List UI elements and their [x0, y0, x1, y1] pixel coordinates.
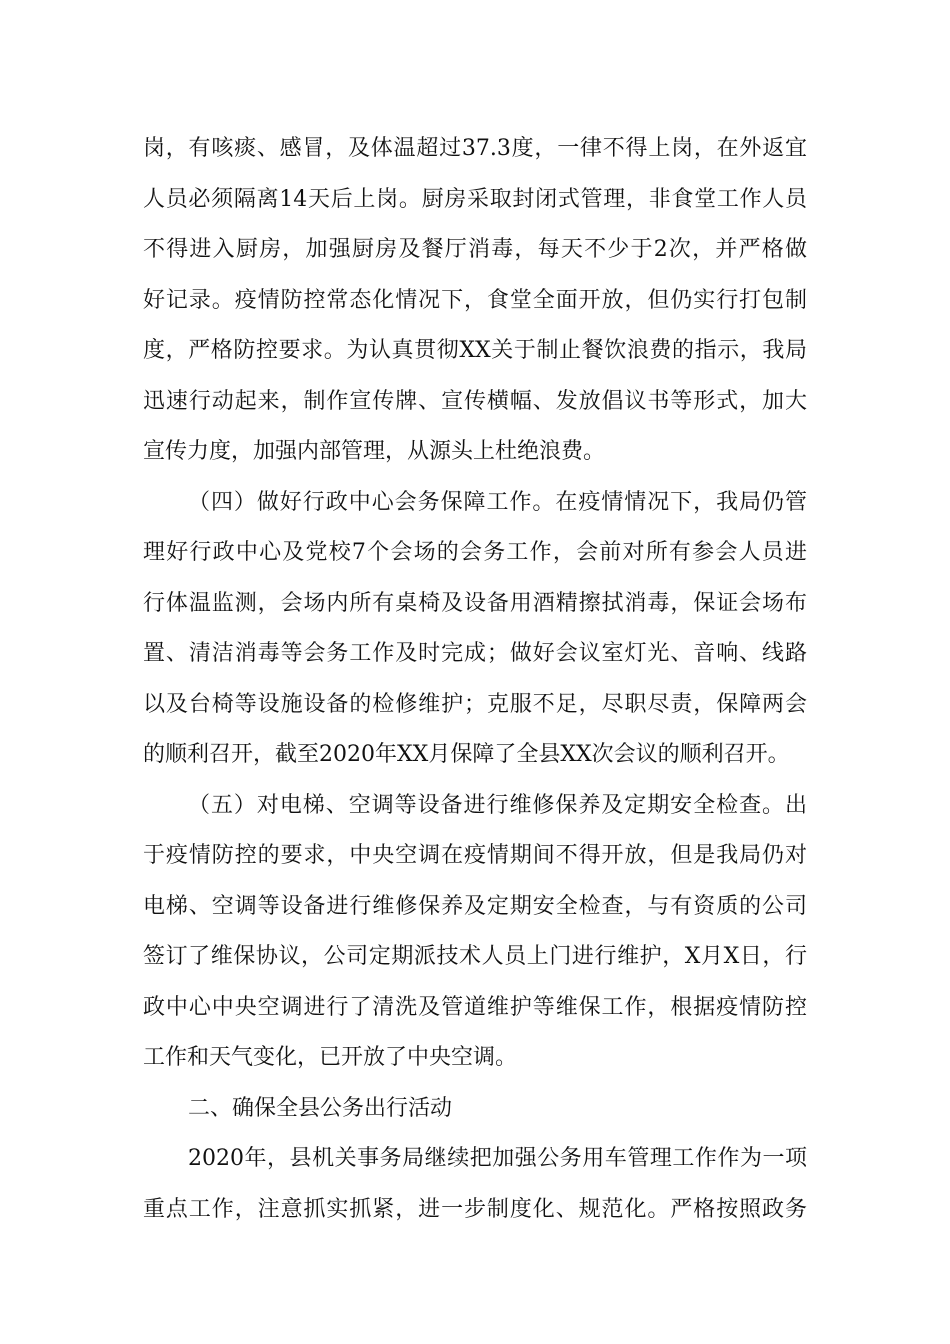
text-line: 人员必须隔离14天后上岗。厨房采取封闭式管理，非食堂工作人员 [143, 186, 807, 212]
text-line: 于疫情防控的要求，中央空调在疫情期间不得开放，但是我局仍对 [143, 843, 807, 868]
text-line: 岗，有咳痰、感冒，及体温超过37.3度，一律不得上岗，在外返宜 [143, 136, 807, 161]
paragraph-first-line: 2020年，县机关事务局继续把加强公务用车管理工作作为一项 [188, 1146, 807, 1171]
text-line: 迅速行动起来，制作宣传牌、宣传横幅、发放倡议书等形式，加大 [143, 388, 807, 414]
section-heading: 二、确保全县公务出行活动 [188, 1095, 453, 1121]
text-line: 行体温监测，会场内所有桌椅及设备用酒精擦拭消毒，保证会场布 [143, 590, 807, 616]
document-body [143, 124, 807, 1235]
text-line: 不得进入厨房，加强厨房及餐厅消毒，每天不少于2次，并严格做 [143, 237, 807, 262]
text-line: 好记录。疫情防控常态化情况下，食堂全面开放，但仍实行打包制 [143, 287, 807, 313]
text-line: 理好行政中心及党校7个会场的会务工作，会前对所有参会人员进 [143, 540, 807, 565]
text-line: 电梯、空调等设备进行维修保养及定期安全检查，与有资质的公司 [143, 893, 807, 919]
text-line-paragraph-end: 的顺利召开，截至2020年XX月保障了全县XX次会议的顺利召开。 [143, 742, 790, 767]
text-line: 重点工作，注意抓实抓紧，进一步制度化、规范化。严格按照政务 [143, 1196, 807, 1222]
text-line: 以及台椅等设施设备的检修维护；克服不足，尽职尽责，保障两会 [143, 691, 807, 717]
section-4-first-line: （四）做好行政中心会务保障工作。在疫情情况下，我局仍管 [188, 489, 807, 515]
text-line: 度，严格防控要求。为认真贯彻XX关于制止餐饮浪费的指示，我局 [143, 338, 807, 363]
text-line: 置、清洁消毒等会务工作及时完成；做好会议室灯光、音响、线路 [143, 641, 807, 666]
text-line-paragraph-end: 宣传力度，加强内部管理，从源头上杜绝浪费。 [143, 439, 606, 464]
text-line-paragraph-end: 工作和天气变化，已开放了中央空调。 [143, 1045, 518, 1070]
section-5-first-line: （五）对电梯、空调等设备进行维修保养及定期安全检查。出 [188, 792, 807, 818]
text-line: 签订了维保协议，公司定期派技术人员上门进行维护，X月X日，行 [143, 944, 807, 969]
text-line: 政中心中央空调进行了清洗及管道维护等维保工作，根据疫情防控 [143, 994, 807, 1020]
